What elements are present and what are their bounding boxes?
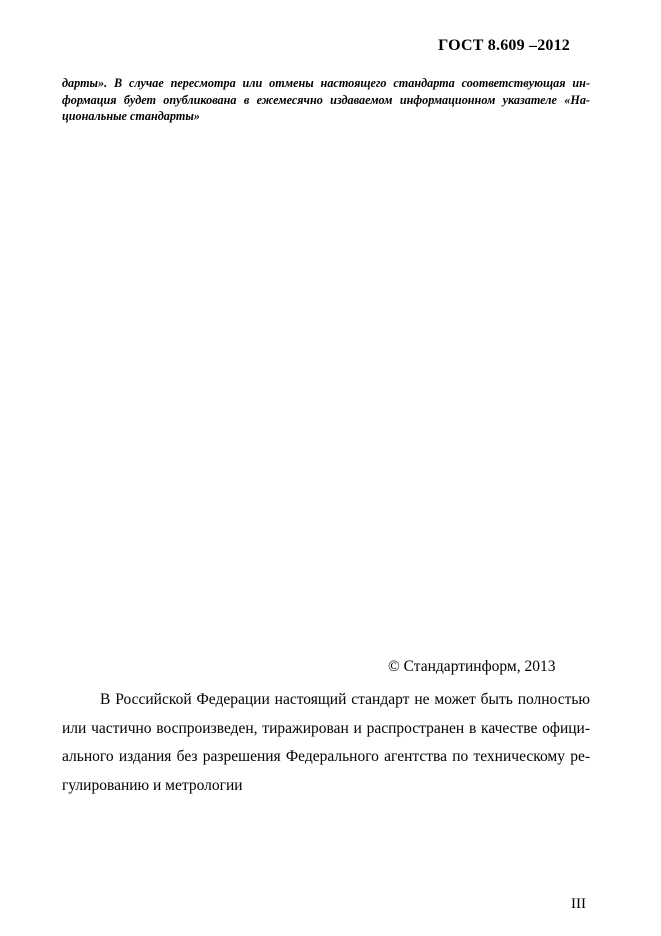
rights-line: гулированию и метрологии [62, 776, 243, 794]
rights-line: или частично воспроизведен, тиражирован и распространен в качестве офици- [62, 719, 590, 737]
copyright-notice: © Стандартинформ, 2013 [388, 658, 556, 675]
document-code-header: ГОСТ 8.609 –2012 [438, 37, 570, 54]
notice-line: дарты». В случае пересмотра или отмены настоящего стандарта соответствующая ин- [62, 76, 590, 90]
page-number: III [571, 896, 586, 912]
notice-line: циональные стандарты» [62, 109, 200, 123]
notice-line: формация будет опубликована в ежемесячно издаваемом информационном указателе «На- [62, 92, 590, 107]
rights-line: В Российской Федерации настоящий стандарт не может быть полностью [100, 691, 590, 708]
reproduction-rights-paragraph [62, 686, 590, 800]
revision-notice-paragraph [62, 75, 590, 125]
rights-line: ального издания без разрешения Федерального агентства по техническому ре- [62, 748, 590, 765]
